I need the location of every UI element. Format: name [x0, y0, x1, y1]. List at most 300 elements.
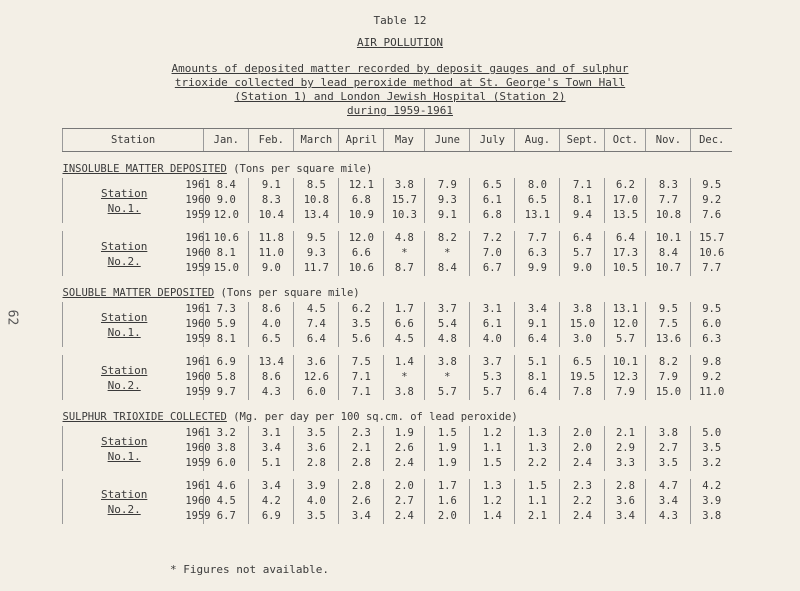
- value-cell: 10.5: [605, 261, 646, 276]
- value-cell: 8.2: [425, 231, 470, 246]
- spacer-row: [63, 471, 733, 479]
- value-cell: 6.6: [339, 246, 384, 261]
- value-cell: 7.2: [470, 231, 515, 246]
- value-cell: 2.2: [515, 456, 560, 471]
- value-cell: 4.5: [294, 302, 339, 317]
- spacer-cell: [63, 223, 733, 231]
- value-cell: 3.4: [339, 509, 384, 524]
- value-cell: 4.7: [646, 479, 691, 494]
- value-cell: 1.9: [384, 426, 425, 441]
- air-pollution-table: [62, 128, 732, 524]
- section-title: AIR POLLUTION: [356, 36, 444, 49]
- value-cell: 10.1: [605, 355, 646, 370]
- value-cell: 7.3: [204, 302, 249, 317]
- value-cell: 9.0: [560, 261, 605, 276]
- station-label-line: Station: [100, 363, 148, 377]
- year-cell: 1961: [185, 480, 211, 492]
- value-cell: 12.0: [339, 231, 384, 246]
- value-cell: 6.4: [294, 332, 339, 347]
- section-heading-row: [63, 276, 733, 302]
- value-cell: 7.1: [560, 178, 605, 193]
- value-cell: 12.1: [339, 178, 384, 193]
- year-cell: 1959: [185, 333, 211, 345]
- value-cell: 4.2: [691, 479, 732, 494]
- value-cell: 11.7: [294, 261, 339, 276]
- value-cell: *: [425, 246, 470, 261]
- year-cell: 1959: [185, 209, 211, 221]
- section-heading: [63, 400, 733, 426]
- value-cell: 9.9: [515, 261, 560, 276]
- table-row: [63, 355, 733, 370]
- value-cell: 3.4: [249, 479, 294, 494]
- station-label: [63, 426, 186, 471]
- year-cell: 1961: [185, 303, 211, 315]
- value-cell: 2.0: [560, 426, 605, 441]
- value-cell: 6.0: [691, 317, 732, 332]
- column-header: March: [294, 129, 339, 152]
- value-cell: 6.1: [470, 317, 515, 332]
- value-cell: 2.3: [560, 479, 605, 494]
- value-cell: 6.8: [470, 208, 515, 223]
- value-cell: 1.7: [425, 479, 470, 494]
- section-heading-row: [63, 152, 733, 179]
- subtitle-line: (Station 1) and London Jewish Hospital (Station 2): [234, 90, 566, 103]
- value-cell: 15.0: [204, 261, 249, 276]
- value-cell: 7.4: [294, 317, 339, 332]
- value-cell: 6.4: [515, 332, 560, 347]
- value-cell: 9.3: [294, 246, 339, 261]
- table-row: [63, 178, 733, 193]
- value-cell: 6.2: [605, 178, 646, 193]
- value-cell: *: [425, 370, 470, 385]
- value-cell: 9.2: [691, 193, 732, 208]
- station-label-line: No.2.: [107, 378, 141, 392]
- value-cell: 9.5: [646, 302, 691, 317]
- table-subtitle: [150, 62, 650, 118]
- value-cell: 3.6: [294, 441, 339, 456]
- value-cell: 13.1: [605, 302, 646, 317]
- year-cell: 1960: [185, 442, 211, 454]
- value-cell: 5.1: [249, 456, 294, 471]
- subtitle-line: Amounts of deposited matter recorded by deposit gauges and of sulphur: [171, 62, 629, 75]
- value-cell: 3.4: [249, 441, 294, 456]
- year-cell: 1960: [185, 194, 211, 206]
- year-cell: 1960: [185, 318, 211, 330]
- value-cell: 6.1: [470, 193, 515, 208]
- column-header: Jan.: [204, 129, 249, 152]
- section-unit: (Tons per square mile): [220, 286, 360, 299]
- value-cell: 1.1: [470, 441, 515, 456]
- value-cell: 1.3: [470, 479, 515, 494]
- value-cell: 3.8: [204, 441, 249, 456]
- value-cell: 2.0: [384, 479, 425, 494]
- column-header: Oct.: [605, 129, 646, 152]
- value-cell: 2.0: [425, 509, 470, 524]
- footnote: * Figures not available.: [170, 563, 329, 576]
- value-cell: 10.6: [204, 231, 249, 246]
- value-cell: 9.4: [560, 208, 605, 223]
- value-cell: 10.8: [294, 193, 339, 208]
- spacer-row: [63, 223, 733, 231]
- value-cell: 5.8: [204, 370, 249, 385]
- value-cell: 13.6: [646, 332, 691, 347]
- station-label-line: Station: [100, 434, 148, 448]
- value-cell: 3.3: [605, 456, 646, 471]
- value-cell: 1.3: [515, 426, 560, 441]
- value-cell: 6.0: [204, 456, 249, 471]
- value-cell: 7.9: [605, 385, 646, 400]
- value-cell: 7.5: [646, 317, 691, 332]
- value-cell: 7.7: [691, 261, 732, 276]
- value-cell: 1.7: [384, 302, 425, 317]
- value-cell: 3.2: [691, 456, 732, 471]
- value-cell: 13.1: [515, 208, 560, 223]
- value-cell: 2.0: [560, 441, 605, 456]
- value-cell: 3.9: [294, 479, 339, 494]
- value-cell: 4.2: [249, 494, 294, 509]
- value-cell: 7.9: [425, 178, 470, 193]
- value-cell: 11.0: [249, 246, 294, 261]
- value-cell: 12.0: [605, 317, 646, 332]
- value-cell: 13.4: [294, 208, 339, 223]
- page-number: 62: [4, 309, 20, 326]
- value-cell: 8.4: [425, 261, 470, 276]
- value-cell: 7.6: [691, 208, 732, 223]
- value-cell: 17.3: [605, 246, 646, 261]
- value-cell: 2.8: [294, 456, 339, 471]
- year-cell: 1959: [185, 457, 211, 469]
- station-label-line: Station: [100, 239, 148, 253]
- value-cell: 3.5: [294, 426, 339, 441]
- value-cell: 11.0: [691, 385, 732, 400]
- value-cell: 9.2: [691, 370, 732, 385]
- value-cell: 8.6: [249, 370, 294, 385]
- section-title: INSOLUBLE MATTER DEPOSITED: [62, 162, 227, 175]
- year-cell: 1961: [185, 179, 211, 191]
- column-header: June: [425, 129, 470, 152]
- value-cell: 3.8: [646, 426, 691, 441]
- column-header: Aug.: [515, 129, 560, 152]
- value-cell: 5.0: [691, 426, 732, 441]
- column-header: Dec.: [691, 129, 732, 152]
- year-cell: 1959: [185, 386, 211, 398]
- value-cell: 5.7: [470, 385, 515, 400]
- station-label-line: No.2.: [107, 254, 141, 268]
- value-cell: 10.7: [646, 261, 691, 276]
- value-cell: 11.8: [249, 231, 294, 246]
- value-cell: 4.3: [249, 385, 294, 400]
- value-cell: 8.1: [204, 332, 249, 347]
- value-cell: 7.7: [515, 231, 560, 246]
- station-label-line: Station: [100, 186, 148, 200]
- value-cell: 3.4: [646, 494, 691, 509]
- station-label-line: Station: [100, 487, 148, 501]
- value-cell: 6.4: [515, 385, 560, 400]
- value-cell: 8.5: [294, 178, 339, 193]
- year-cell: 1961: [185, 232, 211, 244]
- value-cell: 1.3: [515, 441, 560, 456]
- value-cell: 2.4: [560, 456, 605, 471]
- value-cell: 3.4: [515, 302, 560, 317]
- value-cell: 6.0: [294, 385, 339, 400]
- value-cell: 8.3: [646, 178, 691, 193]
- value-cell: 10.6: [339, 261, 384, 276]
- value-cell: 3.5: [691, 441, 732, 456]
- value-cell: 7.9: [646, 370, 691, 385]
- value-cell: 2.6: [339, 494, 384, 509]
- section-heading-row: [63, 400, 733, 426]
- value-cell: 2.2: [560, 494, 605, 509]
- value-cell: 5.3: [470, 370, 515, 385]
- station-label: [63, 355, 186, 400]
- value-cell: 10.3: [384, 208, 425, 223]
- station-label: [63, 302, 186, 347]
- value-cell: 6.9: [204, 355, 249, 370]
- year-cell: 1961: [185, 356, 211, 368]
- subtitle-line: during 1959-1961: [347, 104, 453, 117]
- value-cell: 8.1: [515, 370, 560, 385]
- value-cell: 8.4: [204, 178, 249, 193]
- header-row: [63, 129, 733, 152]
- table-row: [63, 426, 733, 441]
- value-cell: 9.0: [249, 261, 294, 276]
- value-cell: 8.6: [249, 302, 294, 317]
- value-cell: 3.8: [384, 178, 425, 193]
- value-cell: 6.5: [249, 332, 294, 347]
- value-cell: 5.4: [425, 317, 470, 332]
- value-cell: 3.5: [294, 509, 339, 524]
- value-cell: 4.5: [384, 332, 425, 347]
- value-cell: 10.9: [339, 208, 384, 223]
- spacer-cell: [63, 347, 733, 355]
- value-cell: 3.2: [204, 426, 249, 441]
- value-cell: 2.7: [384, 494, 425, 509]
- value-cell: 4.3: [646, 509, 691, 524]
- value-cell: 3.0: [560, 332, 605, 347]
- value-cell: 9.8: [691, 355, 732, 370]
- value-cell: 3.5: [339, 317, 384, 332]
- value-cell: 19.5: [560, 370, 605, 385]
- table-row: [63, 302, 733, 317]
- value-cell: 2.6: [384, 441, 425, 456]
- value-cell: 4.0: [294, 494, 339, 509]
- value-cell: 9.7: [204, 385, 249, 400]
- value-cell: 8.7: [384, 261, 425, 276]
- value-cell: 6.3: [691, 332, 732, 347]
- value-cell: 1.2: [470, 494, 515, 509]
- value-cell: 6.4: [560, 231, 605, 246]
- value-cell: 6.8: [339, 193, 384, 208]
- year-cell: 1959: [185, 510, 211, 522]
- value-cell: 3.8: [425, 355, 470, 370]
- value-cell: 2.3: [339, 426, 384, 441]
- value-cell: 2.8: [339, 456, 384, 471]
- year-cell: 1960: [185, 371, 211, 383]
- value-cell: 7.5: [339, 355, 384, 370]
- value-cell: 17.0: [605, 193, 646, 208]
- value-cell: 1.1: [515, 494, 560, 509]
- column-header: Sept.: [560, 129, 605, 152]
- value-cell: 15.0: [646, 385, 691, 400]
- table-title: Table 12: [373, 14, 427, 27]
- year-cell: 1961: [185, 427, 211, 439]
- station-label: [63, 231, 186, 276]
- value-cell: 3.5: [646, 456, 691, 471]
- value-cell: 4.6: [204, 479, 249, 494]
- subtitle-line: trioxide collected by lead peroxide method at St. George's Town Hall: [174, 76, 626, 89]
- value-cell: 3.4: [605, 509, 646, 524]
- value-cell: 9.1: [425, 208, 470, 223]
- column-header: May: [384, 129, 425, 152]
- value-cell: 1.2: [470, 426, 515, 441]
- value-cell: 12.0: [204, 208, 249, 223]
- value-cell: 8.1: [204, 246, 249, 261]
- value-cell: 13.4: [249, 355, 294, 370]
- value-cell: 3.1: [249, 426, 294, 441]
- value-cell: 10.4: [249, 208, 294, 223]
- value-cell: 12.3: [605, 370, 646, 385]
- value-cell: 5.9: [204, 317, 249, 332]
- column-header: Station: [63, 129, 204, 152]
- value-cell: 2.1: [515, 509, 560, 524]
- value-cell: 6.2: [339, 302, 384, 317]
- value-cell: 6.5: [560, 355, 605, 370]
- value-cell: 5.7: [425, 385, 470, 400]
- value-cell: 2.7: [646, 441, 691, 456]
- value-cell: 6.9: [249, 509, 294, 524]
- value-cell: 5.7: [560, 246, 605, 261]
- value-cell: 3.8: [691, 509, 732, 524]
- value-cell: 6.3: [515, 246, 560, 261]
- section-unit: (Mg. per day per 100 sq.cm. of lead peroxide): [233, 410, 518, 423]
- value-cell: 3.6: [605, 494, 646, 509]
- column-header: Nov.: [646, 129, 691, 152]
- station-label-line: Station: [100, 310, 148, 324]
- year-cell: 1960: [185, 247, 211, 259]
- value-cell: 1.4: [384, 355, 425, 370]
- value-cell: 1.5: [425, 426, 470, 441]
- value-cell: 7.1: [339, 370, 384, 385]
- value-cell: 9.1: [249, 178, 294, 193]
- year-cell: 1959: [185, 262, 211, 274]
- value-cell: 6.5: [515, 193, 560, 208]
- column-header: April: [339, 129, 384, 152]
- value-cell: 3.9: [691, 494, 732, 509]
- value-cell: 2.1: [605, 426, 646, 441]
- value-cell: 2.4: [384, 456, 425, 471]
- value-cell: 2.8: [605, 479, 646, 494]
- value-cell: 3.6: [294, 355, 339, 370]
- value-cell: 7.1: [339, 385, 384, 400]
- value-cell: *: [384, 246, 425, 261]
- table-row: [63, 479, 733, 494]
- section-unit: (Tons per square mile): [233, 162, 373, 175]
- value-cell: 3.1: [470, 302, 515, 317]
- value-cell: 6.7: [204, 509, 249, 524]
- column-header: Feb.: [249, 129, 294, 152]
- section-heading: [63, 152, 733, 179]
- value-cell: 10.1: [646, 231, 691, 246]
- value-cell: 9.3: [425, 193, 470, 208]
- value-cell: 5.6: [339, 332, 384, 347]
- value-cell: 2.1: [339, 441, 384, 456]
- value-cell: 3.7: [425, 302, 470, 317]
- value-cell: *: [384, 370, 425, 385]
- value-cell: 4.5: [204, 494, 249, 509]
- year-cell: 1960: [185, 495, 211, 507]
- value-cell: 8.0: [515, 178, 560, 193]
- value-cell: 2.8: [339, 479, 384, 494]
- value-cell: 1.5: [515, 479, 560, 494]
- value-cell: 15.7: [691, 231, 732, 246]
- value-cell: 6.7: [470, 261, 515, 276]
- value-cell: 8.1: [560, 193, 605, 208]
- value-cell: 6.5: [470, 178, 515, 193]
- value-cell: 8.2: [646, 355, 691, 370]
- section-heading: [63, 276, 733, 302]
- value-cell: 8.3: [249, 193, 294, 208]
- value-cell: 1.9: [425, 441, 470, 456]
- column-header: July: [470, 129, 515, 152]
- value-cell: 2.4: [384, 509, 425, 524]
- value-cell: 7.0: [470, 246, 515, 261]
- value-cell: 6.6: [384, 317, 425, 332]
- station-label: [63, 479, 186, 524]
- value-cell: 7.8: [560, 385, 605, 400]
- value-cell: 9.0: [204, 193, 249, 208]
- value-cell: 4.8: [384, 231, 425, 246]
- value-cell: 4.8: [425, 332, 470, 347]
- value-cell: 1.5: [470, 456, 515, 471]
- value-cell: 3.8: [560, 302, 605, 317]
- value-cell: 9.5: [691, 178, 732, 193]
- value-cell: 9.1: [515, 317, 560, 332]
- value-cell: 1.9: [425, 456, 470, 471]
- value-cell: 15.7: [384, 193, 425, 208]
- station-label-line: No.1.: [107, 201, 141, 215]
- value-cell: 4.0: [249, 317, 294, 332]
- station-label: [63, 178, 186, 223]
- value-cell: 10.6: [691, 246, 732, 261]
- value-cell: 4.0: [470, 332, 515, 347]
- station-label-line: No.1.: [107, 449, 141, 463]
- spacer-cell: [63, 471, 733, 479]
- value-cell: 6.4: [605, 231, 646, 246]
- spacer-row: [63, 347, 733, 355]
- value-cell: 10.8: [646, 208, 691, 223]
- station-label-line: No.2.: [107, 502, 141, 516]
- value-cell: 3.7: [470, 355, 515, 370]
- section-title: SULPHUR TRIOXIDE COLLECTED: [62, 410, 227, 423]
- value-cell: 2.9: [605, 441, 646, 456]
- value-cell: 2.4: [560, 509, 605, 524]
- value-cell: 9.5: [691, 302, 732, 317]
- value-cell: 5.1: [515, 355, 560, 370]
- value-cell: 13.5: [605, 208, 646, 223]
- value-cell: 8.4: [646, 246, 691, 261]
- value-cell: 1.4: [470, 509, 515, 524]
- value-cell: 1.6: [425, 494, 470, 509]
- value-cell: 7.7: [646, 193, 691, 208]
- value-cell: 3.8: [384, 385, 425, 400]
- station-label-line: No.1.: [107, 325, 141, 339]
- section-title: SOLUBLE MATTER DEPOSITED: [62, 286, 215, 299]
- value-cell: 9.5: [294, 231, 339, 246]
- value-cell: 15.0: [560, 317, 605, 332]
- table-row: [63, 231, 733, 246]
- value-cell: 5.7: [605, 332, 646, 347]
- value-cell: 12.6: [294, 370, 339, 385]
